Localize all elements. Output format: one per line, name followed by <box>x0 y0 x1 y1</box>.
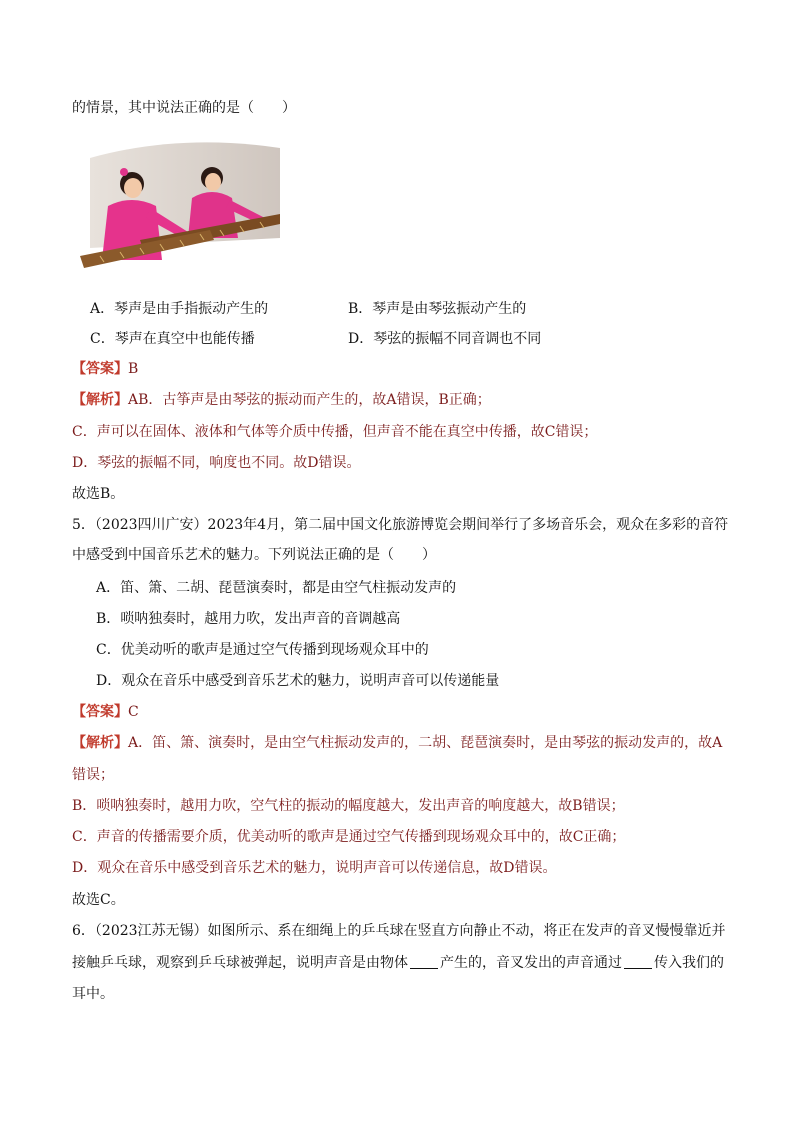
answer-value: C <box>128 704 139 720</box>
q5-option-c: C．优美动听的歌声是通过空气传播到现场观众耳中的 <box>96 642 429 658</box>
q5-conclusion: 故选C。 <box>72 892 125 908</box>
q4-analysis-line-3: D．琴弦的振幅不同，响度也不同。故D错误。 <box>72 455 361 471</box>
q4-answer-line <box>72 359 138 379</box>
q5-option-a: A．笛、箫、二胡、琵琶演奏时，都是由空气柱振动发声的 <box>96 580 457 596</box>
fill-blank-2[interactable] <box>624 954 652 969</box>
q5-analysis-line-3: B．唢呐独奏时，越用力吹，空气柱的振动的幅度越大，发出声音的响度越大，故B错误； <box>72 798 625 814</box>
q5-stem-line-2: 中感受到中国音乐艺术的魅力。下列说法正确的是（ ） <box>72 547 436 563</box>
answer-tag: 【答案】 <box>72 361 128 377</box>
analysis-text: AB．古筝声是由琴弦的振动而产生的，故A错误，B正确； <box>128 392 491 408</box>
q4-option-c: C．琴声在真空中也能传播 <box>90 331 255 347</box>
answer-value: B <box>128 361 139 377</box>
analysis-tag: 【解析】 <box>72 392 128 408</box>
analysis-tag: 【解析】 <box>72 735 128 751</box>
q6-text-b: 产生的，音叉发出的声音通过 <box>440 955 622 971</box>
answer-tag: 【答案】 <box>72 704 128 720</box>
q6-stem-line-2 <box>72 953 724 973</box>
q6-stem-line-3: 耳中。 <box>72 986 114 1002</box>
q5-analysis-line-2: 错误； <box>72 767 114 783</box>
q5-stem-line-1: 5．（2023四川广安）2023年4月，第二届中国文化旅游博览会期间举行了多场音乐会，观众在多彩的音符 <box>72 517 729 533</box>
q5-analysis-line-4: C．声音的传播需要介质，优美动听的歌声是通过空气传播到现场观众耳中的，故C正确； <box>72 829 626 845</box>
q4-analysis-line-1 <box>72 390 491 410</box>
q6-stem-line-1: 6．（2023江苏无锡）如图所示、系在细绳上的乒乓球在竖直方向静止不动，将正在发声的音叉慢慢靠近并 <box>72 923 726 939</box>
fill-blank-1[interactable] <box>410 954 438 969</box>
q6-text-c: 传入我们的 <box>654 955 724 971</box>
q5-answer-line <box>72 702 139 722</box>
q5-option-d: D．观众在音乐中感受到音乐艺术的魅力，说明声音可以传递能量 <box>96 673 500 689</box>
q5-option-b: B．唢呐独奏时，越用力吹，发出声音的音调越高 <box>96 611 401 627</box>
q6-text-a: 接触乒乓球，观察到乒乓球被弹起，说明声音是由物体 <box>72 955 408 971</box>
guzheng-photo <box>80 138 280 274</box>
q4-analysis-line-2: C．声可以在固体、液体和气体等介质中传播，但声音不能在真空中传播，故C错误； <box>72 424 598 440</box>
q4-option-b: B．琴声是由琴弦振动产生的 <box>348 301 527 317</box>
analysis-text: A．笛、箫、演奏时，是由空气柱振动发声的，二胡、琵琶演奏时，是由琴弦的振动发声的，故A <box>128 735 723 751</box>
q4-option-d: D．琴弦的振幅不同音调也不同 <box>348 331 542 347</box>
q5-analysis-line-1 <box>72 733 722 753</box>
q4-conclusion: 故选B。 <box>72 486 125 502</box>
q5-analysis-line-5: D．观众在音乐中感受到音乐艺术的魅力，说明声音可以传递信息，故D错误。 <box>72 860 557 876</box>
q4-option-a: A．琴声是由手指振动产生的 <box>90 301 269 317</box>
q4-stem-tail: 的情景，其中说法正确的是（ ） <box>72 100 296 116</box>
